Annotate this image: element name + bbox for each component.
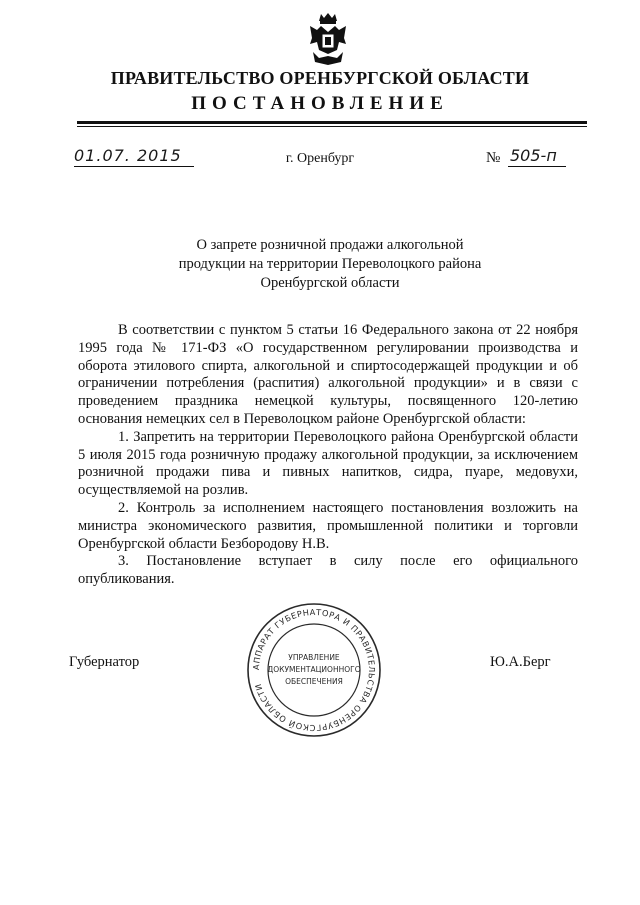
number-handwritten: 505-п [510, 146, 557, 165]
stamp-inner-line: УПРАВЛЕНИЕ [288, 653, 340, 662]
official-stamp [244, 600, 384, 740]
number-sign: № [486, 150, 501, 166]
signatory-position: Губернатор [69, 654, 140, 670]
stamp-inner-line: ОБЕСПЕЧЕНИЯ [285, 677, 343, 686]
document-body [78, 322, 578, 589]
header-rule-thin [77, 126, 587, 127]
stamp-inner-line: ДОКУМЕНТАЦИОННОГО [267, 665, 361, 674]
document-type: ПОСТАНОВЛЕНИЕ [191, 93, 449, 114]
document-title [150, 236, 510, 293]
body-paragraph-1: 1. Запретить на территории Переволоцкого района Оренбургской области 5 июля 2015 года розничную продажу алкогольной продукции, за исключением розничной продажи пива и пивных напитков, сидра, пуаре, медовухи, осуществляемой на розлив. [78, 428, 578, 499]
document-city: г. Оренбург [285, 151, 355, 166]
title-line: продукции на территории Переволоцкого района [178, 256, 482, 272]
stamp-outer-text: АППАРАТ ГУБЕРНАТОРА И ПРАВИТЕЛЬСТВА ОРЕНБУРГСКОЙ ОБЛАСТИ [250, 606, 378, 734]
coat-of-arms-icon [307, 12, 349, 66]
date-handwritten: 01.07. 2015 [74, 146, 182, 165]
number-underline [508, 166, 566, 167]
body-paragraph-2: 2. Контроль за исполнением настоящего постановления возложить на министра экономического развития, промышленной политики и торговли Оренбургской области Безбородову Н.В. [78, 499, 578, 552]
organization-name: ПРАВИТЕЛЬСТВО ОРЕНБУРГСКОЙ ОБЛАСТИ [110, 68, 530, 88]
document-number [486, 146, 566, 168]
body-paragraph-3: 3. Постановление вступает в силу после его официального опубликования. [78, 553, 578, 588]
header-rule-thick [77, 121, 587, 124]
body-paragraph-preamble: В соответствии с пунктом 5 статьи 16 Федерального закона от 22 ноября 1995 года № 171-ФЗ «О государственном регулировании производства и оборота этилового спирта, алкогольной и спиртосодержащей продукции и об ограничении потребления (распития) алкогольной продукции» и в связи с проведением праздника немецкой культуры, посвященного 120-летию основания немецких сел в Переволоцком районе Оренбургской области: [78, 322, 578, 427]
signatory-name: Ю.А.Берг [490, 654, 551, 670]
title-line: Оренбургской области [260, 275, 400, 291]
title-line: О запрете розничной продажи алкогольной [196, 237, 464, 253]
